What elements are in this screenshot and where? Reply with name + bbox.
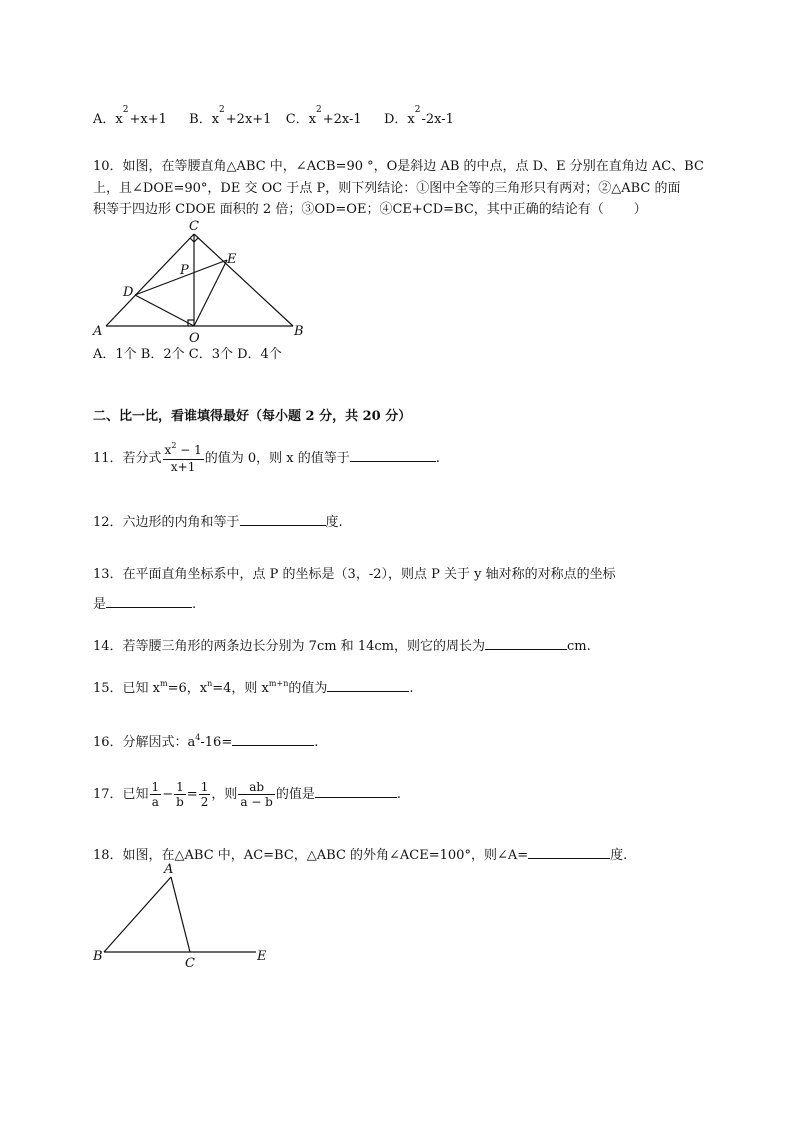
q9-option-d: D．$x^2-2x-1$ xyxy=(383,105,454,128)
q17-answer-blank[interactable] xyxy=(315,785,397,798)
segment-AC xyxy=(171,877,190,952)
label-O: O xyxy=(189,331,200,346)
q15: 15．已知 $x^m=6$，$x^n=4$，则 $x^{m+n}$的值为 . xyxy=(93,679,414,696)
segment-AB xyxy=(104,877,171,952)
segment-OE xyxy=(194,260,227,326)
q16: 16．分解因式：$a^4-16=$ . xyxy=(93,733,319,750)
q11-answer-blank[interactable] xyxy=(350,449,436,462)
q9-option-b: B．$x^2+2x+1$ xyxy=(189,105,272,128)
label-B: B xyxy=(93,949,103,964)
q17-fraction-2: $\frac{1}{b}$ xyxy=(176,780,184,809)
label-E: E xyxy=(227,252,237,267)
q17-fraction-4: $\frac{ab}{a - b}$ xyxy=(240,780,273,809)
q9-option-a: A．$x^2+x+1$ xyxy=(93,105,167,128)
segment-BC xyxy=(194,234,293,326)
q10-figure xyxy=(88,218,318,348)
q10-line-1: 10．如图，在等腰直角△ABC 中，∠ACB=90 °，O是斜边 AB 的中点，点 D、E 分别在直角边 AC、BC xyxy=(93,159,704,174)
label-A: A xyxy=(93,324,103,339)
q16-answer-blank[interactable] xyxy=(232,733,314,746)
label-E: E xyxy=(257,949,267,964)
label-C: C xyxy=(189,219,199,234)
q12: 12．六边形的内角和等于 度. xyxy=(93,515,343,530)
q17-fraction-1: $\frac{1}{a}$ xyxy=(151,780,160,809)
q9-options xyxy=(93,107,454,129)
q11-fraction: $\frac{x^2 - 1}{x+1}$ xyxy=(164,441,202,474)
q13-answer-blank[interactable] xyxy=(106,595,192,608)
segment-OD xyxy=(135,295,194,326)
q13-line-1: 13．在平面直角坐标系中，点 P 的坐标是（3，-2），则点 P 关于 y 轴对称的对称点的坐标 xyxy=(93,567,616,582)
q14-answer-blank[interactable] xyxy=(485,637,567,650)
q18-figure xyxy=(88,860,278,970)
q9-option-c: C．$x^2+2x-1$ xyxy=(285,105,362,128)
q15-answer-blank[interactable] xyxy=(327,679,409,692)
q17-fraction-3: $\frac{1}{2}$ xyxy=(200,780,209,809)
q10-line-2: 上，且∠DOE=90°，DE 交 OC 于点 P，则下列结论：①图中全等的三角形只有两对；②△ABC 的面 xyxy=(93,181,681,196)
section-2-title: 二、比一比，看谁填得最好（每小题 2 分，共 20 分） xyxy=(93,409,412,424)
label-A: A xyxy=(164,862,174,877)
segment-AC xyxy=(106,234,194,326)
label-B: B xyxy=(294,324,304,339)
q11: 11．若分式 $\frac{x^2 - 1}{x+1}$ 的值为 0，则 x 的值等于 . xyxy=(93,441,440,474)
q18-answer-blank[interactable] xyxy=(528,846,610,859)
q13-line-2: 是 . xyxy=(93,597,197,612)
label-P: P xyxy=(180,263,189,278)
label-D: D xyxy=(123,285,134,300)
q10-options: A．1个 B．2个 C．3个 D．4个 xyxy=(93,347,282,362)
q18: 18．如图，在△ABC 中，AC=BC，△ABC 的外角∠ACE=100°，则∠A= 度. xyxy=(93,848,628,863)
q10-line-3: 积等于四边形 CDOE 面积的 2 倍；③OD=OE；④CE+CD=BC，其中正确的结论有（ ） xyxy=(93,202,647,217)
q17: 17．已知 $\frac{1}{a}$ − $\frac{1}{b}$ = $\frac{1}{2}$ ，则 $\frac{ab}{a - b}$ 的值是 . xyxy=(93,780,402,809)
q12-answer-blank[interactable] xyxy=(240,513,326,526)
q14: 14．若等腰三角形的两条边长分别为 7cm 和 14cm，则它的周长为 cm. xyxy=(93,639,591,654)
label-C: C xyxy=(185,956,195,970)
